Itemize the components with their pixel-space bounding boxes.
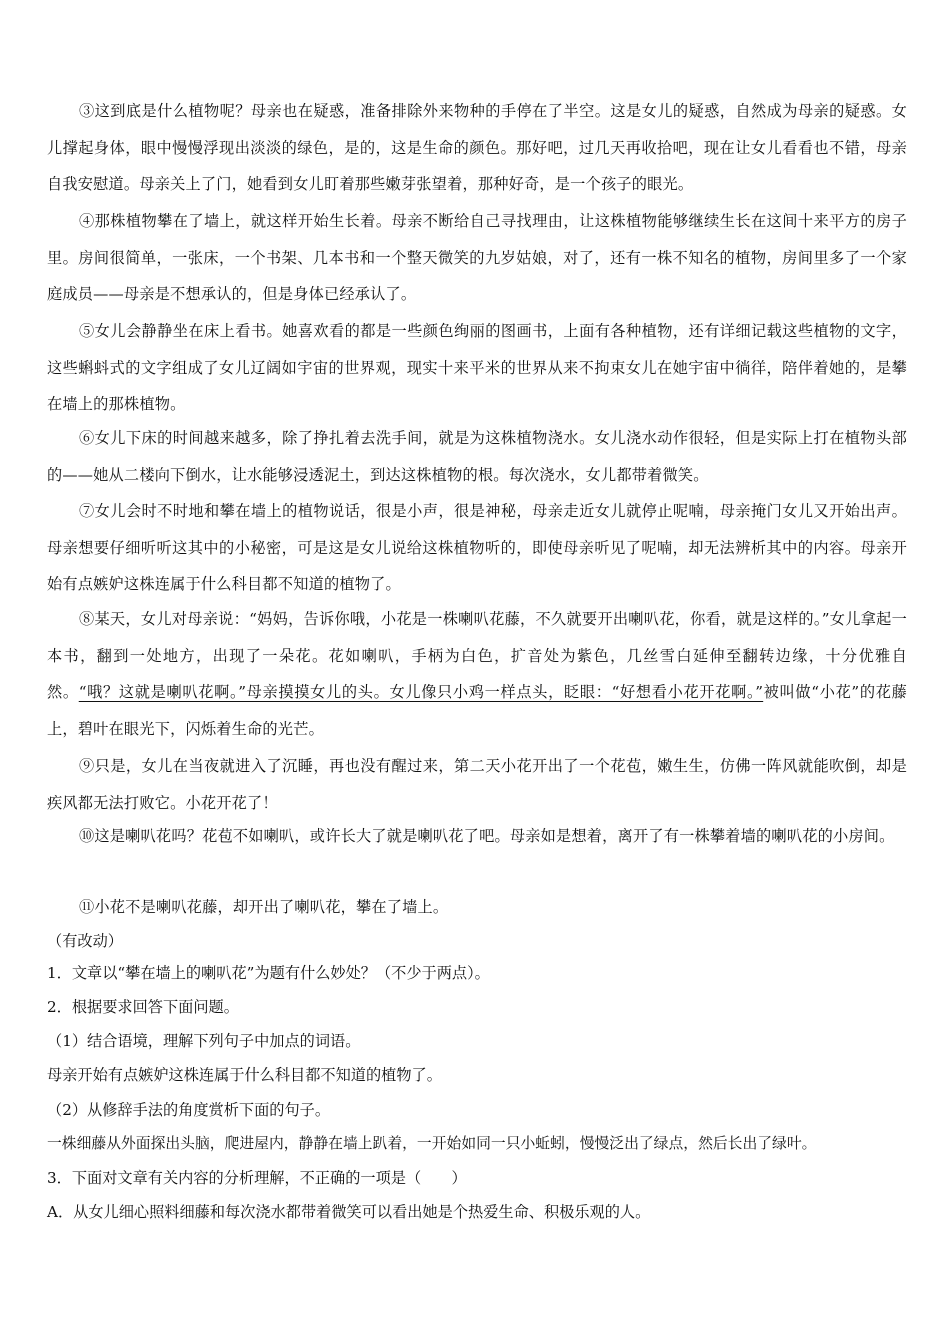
paragraph-9: ⑨只是，女儿在当夜就进入了沉睡，再也没有醒过来，第二天小花开出了一个花苞，嫩生生，仿佛一阵风就能吹倒，却是疾风都无法打败它。小花开花了！ [47, 757, 907, 812]
paragraph-3: ③这到底是什么植物呢？母亲也在疑惑，准备排除外来物种的手停在了半空。这是女儿的疑惑，自然成为母亲的疑惑。女儿撑起身体，眼中慢慢浮现出淡淡的绿色，是的，这是生命的颜色。那好吧，过几天再收拾吧，现在让女儿看看也不错，母亲自我安慰道。母亲关上了门，她看到女儿盯着那些嫩芽张望着，那种好奇，是一个孩子的眼光。 [47, 102, 907, 193]
question-2-2: （2）从修辞手法的角度赏析下面的句子。 [47, 1101, 331, 1119]
question-2-1: （1）结合语境，理解下列句子中加点的词语。 [47, 1032, 361, 1050]
paragraph-8-text-b: 被叫做“小花”的花藤上，碧叶在眼光下，闪烁着生命的光芒。 [47, 683, 907, 738]
question-2: 2．根据要求回答下面问题。 [47, 998, 239, 1016]
paragraph-7: ⑦女儿会时不时地和攀在墙上的植物说话，很是小声，很是神秘，母亲走近女儿就停止呢喃，母亲掩门女儿又开始出声。母亲想要仔细听听这其中的小秘密，可是这是女儿说给这株植物听的，即使母亲听见了呢喃，却无法辨析其中的内容。母亲开始有点嫉妒这株连属于什么科目都不知道的植物了。 [47, 502, 907, 593]
question-1: 1．文章以“攀在墙上的喇叭花”为题有什么妙处？（不少于两点）。 [47, 964, 490, 982]
paragraph-11: ⑪小花不是喇叭花藤，却开出了喇叭花，攀在了墙上。 [79, 898, 449, 916]
paragraph-6: ⑥女儿下床的时间越来越多，除了挣扎着去洗手间，就是为这株植物浇水。女儿浇水动作很轻，但是实际上打在植物头部的——她从二楼向下倒水，让水能够浸透泥土，到达这株植物的根。每次浇水，女儿都带着微笑。 [47, 429, 907, 484]
question-3: 3．下面对文章有关内容的分析理解，不正确的一项是（ ） [47, 1169, 467, 1187]
revision-note: （有改动） [47, 932, 123, 950]
underlined-sentence: “哦？这就是喇叭花啊。”母亲摸摸女儿的头。女儿像只小鸡一样点头，眨眼：“好想看小花开花啊。” [78, 683, 764, 701]
paragraph-8-text-a: ⑧某天，女儿对母亲说：“妈妈，告诉你哦，小花是一株喇叭花藤，不久就要开出喇叭花，你看，就是这样的。”女儿拿起一本书，翻到一处地方，出现了一朵花。花如喇叭，手柄为白色，扩音处为紫色，几丝雪白延伸至翻转边缘，十分优雅自然。 [47, 610, 907, 701]
question-3-option-a: A．从女儿细心照料细藤和每次浇水都带着微笑可以看出她是个热爱生命、积极乐观的人。 [47, 1203, 651, 1221]
paragraph-5: ⑤女儿会静静坐在床上看书。她喜欢看的都是一些颜色绚丽的图画书，上面有各种植物，还有详细记载这些植物的文字，这些蝌蚪式的文字组成了女儿辽阔如宇宙的世界观，现实十来平米的世界从来不拘束女儿在她宇宙中徜徉，陪伴着她的，是攀在墙上的那株植物。 [47, 322, 907, 413]
paragraph-8 [47, 601, 907, 747]
question-2-1-sentence: 母亲开始有点嫉妒这株连属于什么科目都不知道的植物了。 [47, 1066, 442, 1084]
question-2-2-sentence: 一株细藤从外面探出头脑，爬进屋内，静静在墙上趴着，一开始如同一只小蚯蚓，慢慢泛出了绿点，然后长出了绿叶。 [47, 1135, 817, 1152]
paragraph-4: ④那株植物攀在了墙上，就这样开始生长着。母亲不断给自己寻找理由，让这株植物能够继续生长在这间十来平方的房子里。房间很简单，一张床，一个书架、几本书和一个整天微笑的九岁姑娘，对了，还有一株不知名的植物，房间里多了一个家庭成员——母亲是不想承认的，但是身体已经承认了。 [47, 212, 907, 303]
paragraph-10: ⑩这是喇叭花吗？花苞不如喇叭，或许长大了就是喇叭花了吧。母亲如是想着，离开了有一株攀着墙的喇叭花的小房间。 [79, 827, 895, 845]
